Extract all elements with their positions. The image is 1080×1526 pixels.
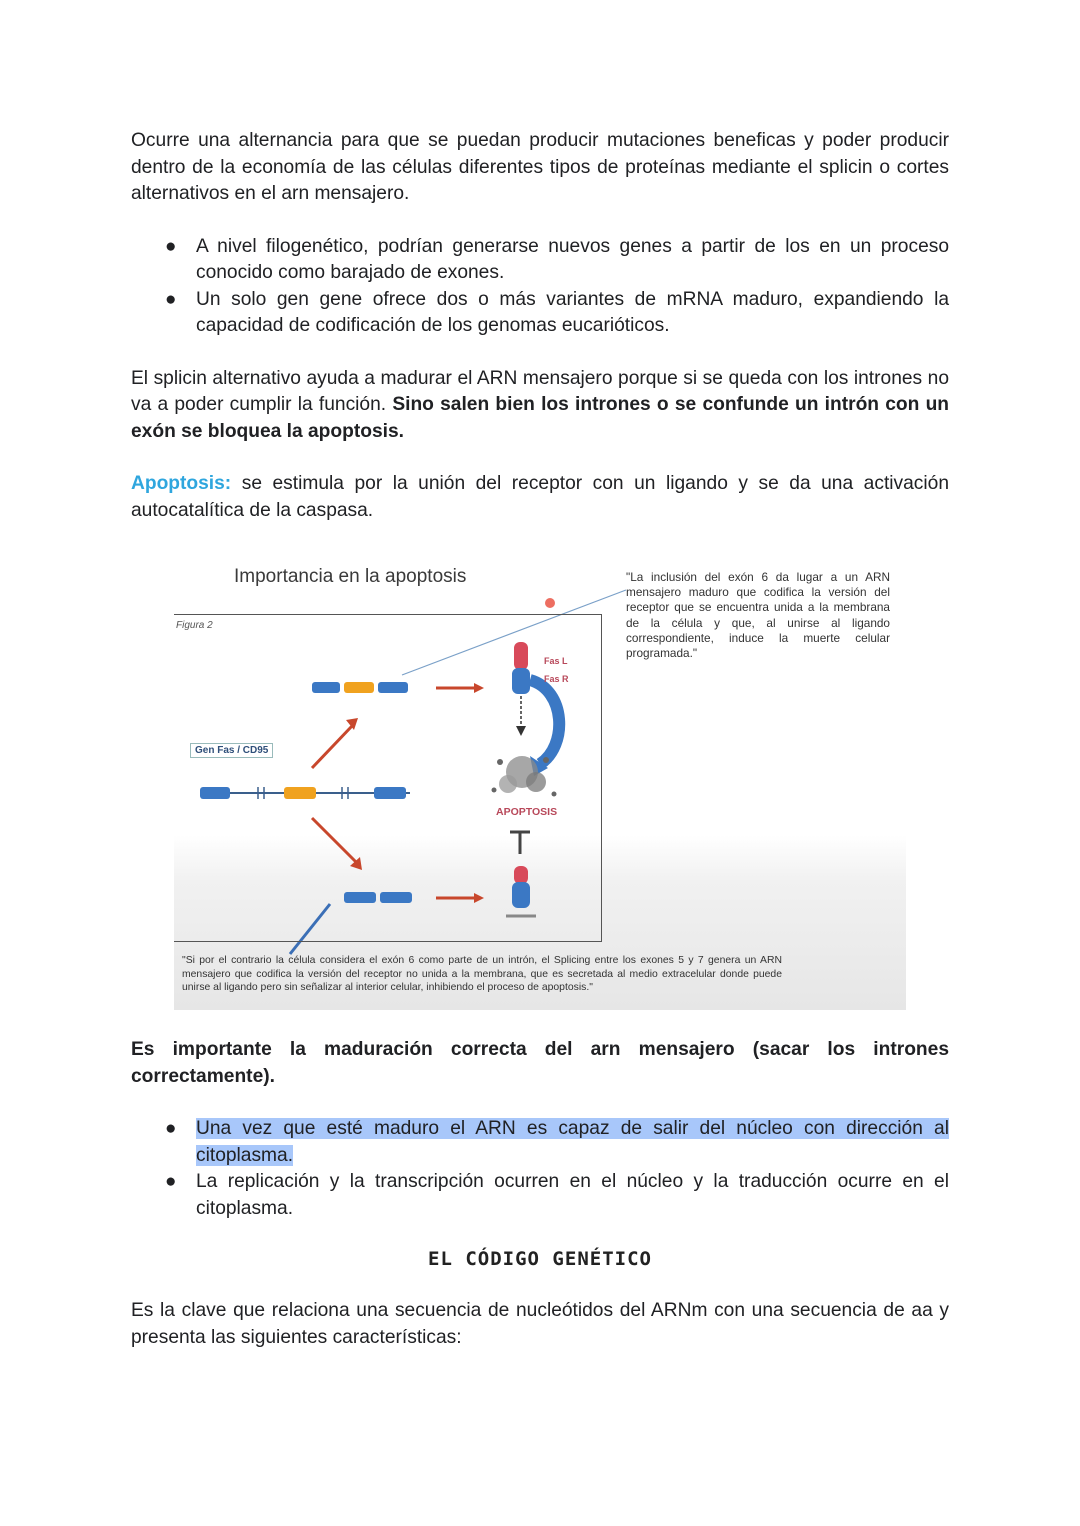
figure-quote-bottom: "Si por el contrario la célula considera el exón 6 como parte de un intrón, el Splicing entre los exones 5 y 7 genera un ARN mensajero que codifica la versión del receptor no unida a la membrana, que es secretada al medio extracelular donde puede unirse al ligando pero sin señalizar al interior celular, inhibiendo el proceso de apoptosis."	[182, 955, 782, 994]
paragraph-alternancia: Ocurre una alternancia para que se puedan producir mutaciones beneficas y poder producir dentro de la economía de las células diferentes tipos de proteínas mediante el splicin o cortes alternativos en el arn mensajero.	[131, 130, 949, 204]
bullet-list-2	[131, 1116, 949, 1222]
highlighted-text: Una vez que esté maduro el ARN es capaz de salir del núcleo con dirección al citoplasma.	[196, 1118, 949, 1166]
list-item	[131, 1116, 949, 1169]
apoptosis-term: Apoptosis:	[131, 473, 232, 494]
figure-quote-top: "La inclusión del exón 6 da lugar a un ARN mensajero maduro que codifica la versión del receptor que se encuentra unida a la membrana de la célula y que, al unirse al ligando correspondiente, induce la muerte celular programada."	[626, 570, 890, 661]
paragraph-apoptosis: Apoptosis: se estimula por la unión del receptor con un ligando y se da una activación autocatalítica de la caspasa.	[131, 473, 949, 521]
list-item: ● La replicación y la transcripción ocurren en el núcleo y la traducción ocurre en el citoplasma.	[165, 1171, 949, 1219]
bullet-list-1	[131, 234, 949, 340]
section-title: EL CÓDIGO GENÉTICO	[428, 1248, 652, 1270]
bullet-dot-icon: ●	[165, 1171, 177, 1192]
bullet-dot-icon: ●	[165, 235, 177, 257]
paragraph-splicin: El splicin alternativo ayuda a madurar el ARN mensajero porque si se queda con los intrones no va a poder cumplir la función. Sino salen bien los intrones o se confunde un intrón con un exón se bloquea la apoptosis.	[131, 367, 950, 442]
paragraph-maduracion: Es importante la maduración correcta del arn mensajero (sacar los intrones correctamente).	[131, 1039, 949, 1087]
bullet-dot-icon: ●	[165, 288, 177, 310]
figure-frame	[174, 614, 602, 942]
figure-title: Importancia en la apoptosis	[234, 566, 467, 587]
bullet-dot-icon: ●	[165, 1118, 177, 1139]
fasl-label: Fas L	[544, 656, 568, 666]
figure-label: Figura 2	[176, 620, 213, 631]
gene-label: Gen Fas / CD95	[190, 743, 273, 758]
figure-apoptosis	[174, 550, 906, 1010]
paragraph-codigo: Es la clave que relaciona una secuencia de nucleótidos del ARNm con una secuencia de aa y presenta las siguientes características:	[131, 1300, 949, 1348]
list-item: ● Un solo gen gene ofrece dos o más variantes de mRNA maduro, expandiendo la capacidad de codificación de los genomas eucarióticos.	[165, 288, 949, 336]
apoptosis-label: APOPTOSIS	[496, 806, 558, 818]
fasr-label: Fas R	[544, 674, 569, 684]
page-content	[131, 128, 949, 1351]
list-item: ● A nivel filogenético, podrían generarse nuevos genes a partir de los en un proceso conocido como barajado de exones.	[165, 235, 949, 283]
